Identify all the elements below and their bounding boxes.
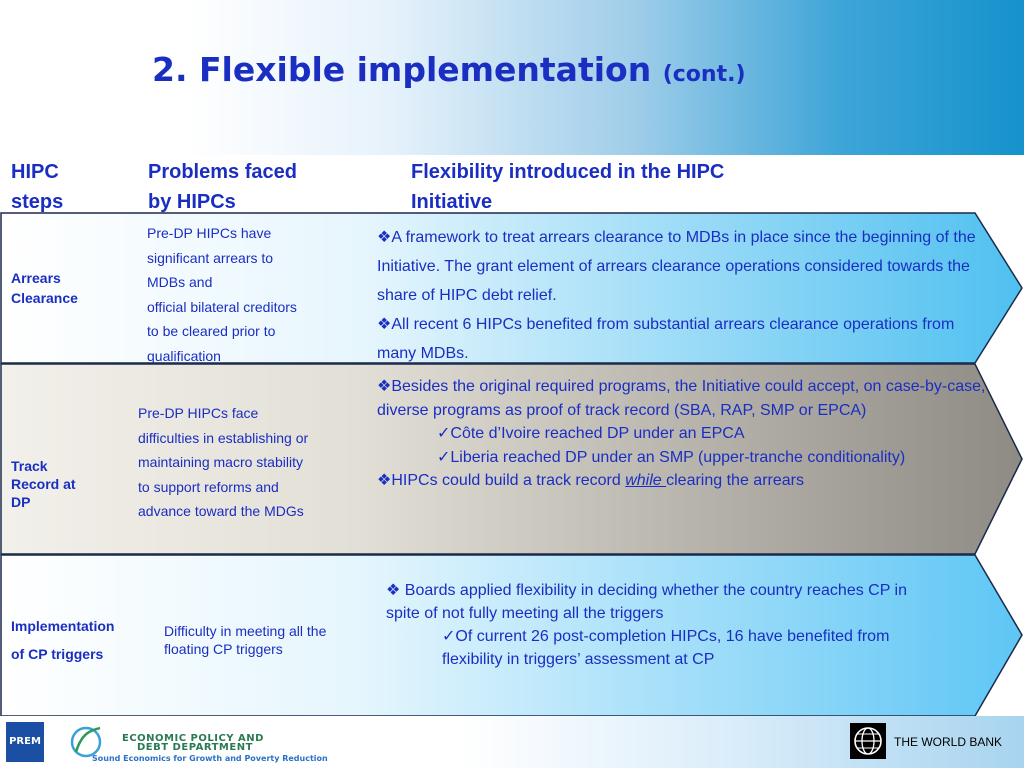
title-suffix: (cont.) xyxy=(662,62,746,87)
dept-name-line2: DEBT DEPARTMENT xyxy=(137,742,253,753)
dept-name-line1: ECONOMIC POLICY AND xyxy=(122,733,264,744)
row-flexibility-text: ❖A framework to treat arrears clearance to MDBs in place since the beginning of the Initiative. The grant element of arrears clearance operations considered towards the share of HIPC debt relief. ❖All recent 6 HIPCs benefited from substantial arrears clearance operations from many MDBs. xyxy=(377,229,976,362)
slide-title xyxy=(152,50,746,89)
track-record-bullet: ❖HIPCs could build a track record while clearing the arrears xyxy=(377,472,804,489)
row-step-label: Arrears Clearance xyxy=(11,270,78,306)
world-bank-logo xyxy=(850,723,886,759)
title-main: 2. Flexible implementation xyxy=(152,50,652,89)
row-step-label: Track Record at DP xyxy=(11,458,76,510)
column-header-problems: Problems faced by HIPCs xyxy=(148,161,297,213)
world-bank-globe-icon xyxy=(850,723,886,759)
prem-logo: PREM xyxy=(6,722,44,762)
column-header-steps: HIPC steps xyxy=(11,161,64,213)
row-flexibility-text: ❖Besides the original required programs, the Initiative could accept, on case-by-case, diverse programs as proof of track record (SBA, RAP, SMP or EPCA) ✓Côte d’Ivoire reached DP under an EPCA ✓Liberia reached DP under an SMP (upper-tranche conditionality) ❖HIPCs could build a track record while clearing the arrears xyxy=(377,375,989,493)
row-step-label: Implementation of CP triggers xyxy=(11,618,115,662)
world-bank-label: THE WORLD BANK xyxy=(894,735,1003,749)
column-header-flexibility: Flexibility introduced in the HIPC Initiative xyxy=(411,161,725,213)
dept-tagline: Sound Economics for Growth and Poverty Reduction xyxy=(92,754,328,763)
row-problem-text: Pre-DP HIPCs have significant arrears to MDBs and official bilateral creditors to be cleared prior to qualification xyxy=(147,225,297,364)
row-flexibility-text: ❖ Boards applied flexibility in deciding whether the country reaches CP in spite of not fully meeting all the triggers ✓Of current 26 post-completion HIPCs, 16 have benefited from flexibility in triggers’ assessment at CP xyxy=(386,582,907,668)
row-problem-text: Difficulty in meeting all the floating CP triggers xyxy=(164,623,327,657)
row-problem-text: Pre-DP HIPCs face difficulties in establishing or maintaining macro stability to support reforms and advance toward the MDGs xyxy=(138,405,309,519)
